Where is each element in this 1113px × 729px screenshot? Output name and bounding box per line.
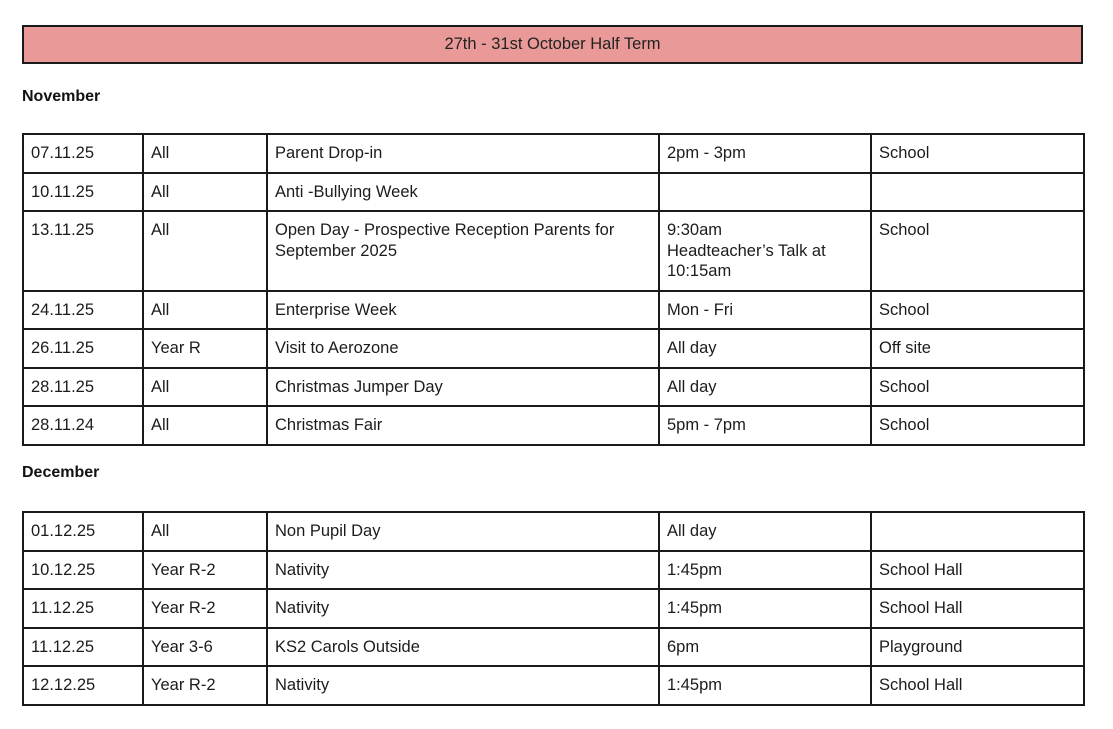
event-location-cell: School Hall [871,589,1084,628]
event-time-cell [659,551,871,590]
event-location-cell: Off site [871,329,1084,368]
event-time-cell [659,173,871,212]
december-events-table [22,511,1085,706]
event-time-line: 9:30am [667,221,723,239]
event-year-group-cell: All [143,211,267,291]
event-name-cell: Nativity [267,589,659,628]
event-name-cell: Parent Drop-in [267,134,659,173]
half-term-banner [22,25,1083,64]
event-time-cell [659,211,871,291]
event-row [23,628,1084,667]
event-row [23,406,1084,445]
event-time-line: 1:45pm [667,599,723,617]
event-name-cell: Christmas Fair [267,406,659,445]
event-name-cell: Nativity [267,666,659,705]
event-time-cell [659,368,871,407]
event-date-cell: 07.11.25 [23,134,143,173]
event-time-line: 5pm - 7pm [667,416,746,434]
event-location-cell: Playground [871,628,1084,667]
event-time-line: 2pm - 3pm [667,144,746,162]
event-time-cell [659,512,871,551]
event-year-group-cell: Year R-2 [143,589,267,628]
event-row [23,173,1084,212]
half-term-banner-text: 27th - 31st October Half Term [444,35,661,53]
event-date-cell: 11.12.25 [23,628,143,667]
event-year-group-cell: Year R-2 [143,666,267,705]
event-time-cell [659,628,871,667]
event-date-cell: 10.12.25 [23,551,143,590]
event-row [23,666,1084,705]
event-location-cell: School [871,406,1084,445]
event-date-cell: 11.12.25 [23,589,143,628]
event-date-cell: 01.12.25 [23,512,143,551]
event-name-cell: Visit to Aerozone [267,329,659,368]
event-time-cell [659,134,871,173]
event-name-cell: Non Pupil Day [267,512,659,551]
event-time-cell [659,666,871,705]
event-row [23,329,1084,368]
event-row [23,291,1084,330]
event-date-cell: 24.11.25 [23,291,143,330]
event-name-cell: Enterprise Week [267,291,659,330]
event-date-cell: 26.11.25 [23,329,143,368]
november-heading: November [22,88,101,105]
event-year-group-cell: All [143,173,267,212]
event-location-cell: School Hall [871,666,1084,705]
event-time-line: All day [667,522,717,540]
event-time-cell [659,291,871,330]
event-name-cell: Christmas Jumper Day [267,368,659,407]
event-time-line: Mon - Fri [667,300,733,319]
event-row [23,134,1084,173]
event-location-cell [871,512,1084,551]
event-year-group-cell: Year 3-6 [143,628,267,667]
event-row [23,551,1084,590]
event-row [23,368,1084,407]
event-row [23,589,1084,628]
event-year-group-cell: Year R-2 [143,551,267,590]
event-date-cell: 12.12.25 [23,666,143,705]
event-location-cell [871,173,1084,212]
event-year-group-cell: All [143,368,267,407]
event-time-cell [659,589,871,628]
event-year-group-cell: All [143,134,267,173]
event-year-group-cell: All [143,512,267,551]
event-year-group-cell: All [143,291,267,330]
event-time-line: All day [667,377,717,396]
event-date-cell: 28.11.24 [23,406,143,445]
event-location-cell: School [871,211,1084,291]
event-location-cell: School Hall [871,551,1084,590]
event-time-line: Headteacher’s Talk at 10:15am [667,241,826,280]
event-location-cell: School [871,368,1084,407]
event-date-cell: 28.11.25 [23,368,143,407]
event-name-cell: Open Day - Prospective Reception Parents for September 2025 [267,211,659,291]
event-time-line: 1:45pm [667,560,723,579]
event-name-cell: Anti -Bullying Week [267,173,659,212]
event-time-line: 1:45pm [667,676,723,694]
event-date-cell: 10.11.25 [23,173,143,212]
event-row [23,512,1084,551]
event-year-group-cell: Year R [143,329,267,368]
event-time-line: All day [667,339,717,357]
event-year-group-cell: All [143,406,267,445]
event-location-cell: School [871,134,1084,173]
november-events-table [22,133,1085,446]
event-location-cell: School [871,291,1084,330]
event-time-cell [659,406,871,445]
december-heading: December [22,464,100,481]
event-name-cell: Nativity [267,551,659,590]
event-time-line: 6pm [667,637,700,656]
event-date-cell: 13.11.25 [23,211,143,291]
event-time-cell [659,329,871,368]
event-name-cell: KS2 Carols Outside [267,628,659,667]
event-row [23,211,1084,291]
